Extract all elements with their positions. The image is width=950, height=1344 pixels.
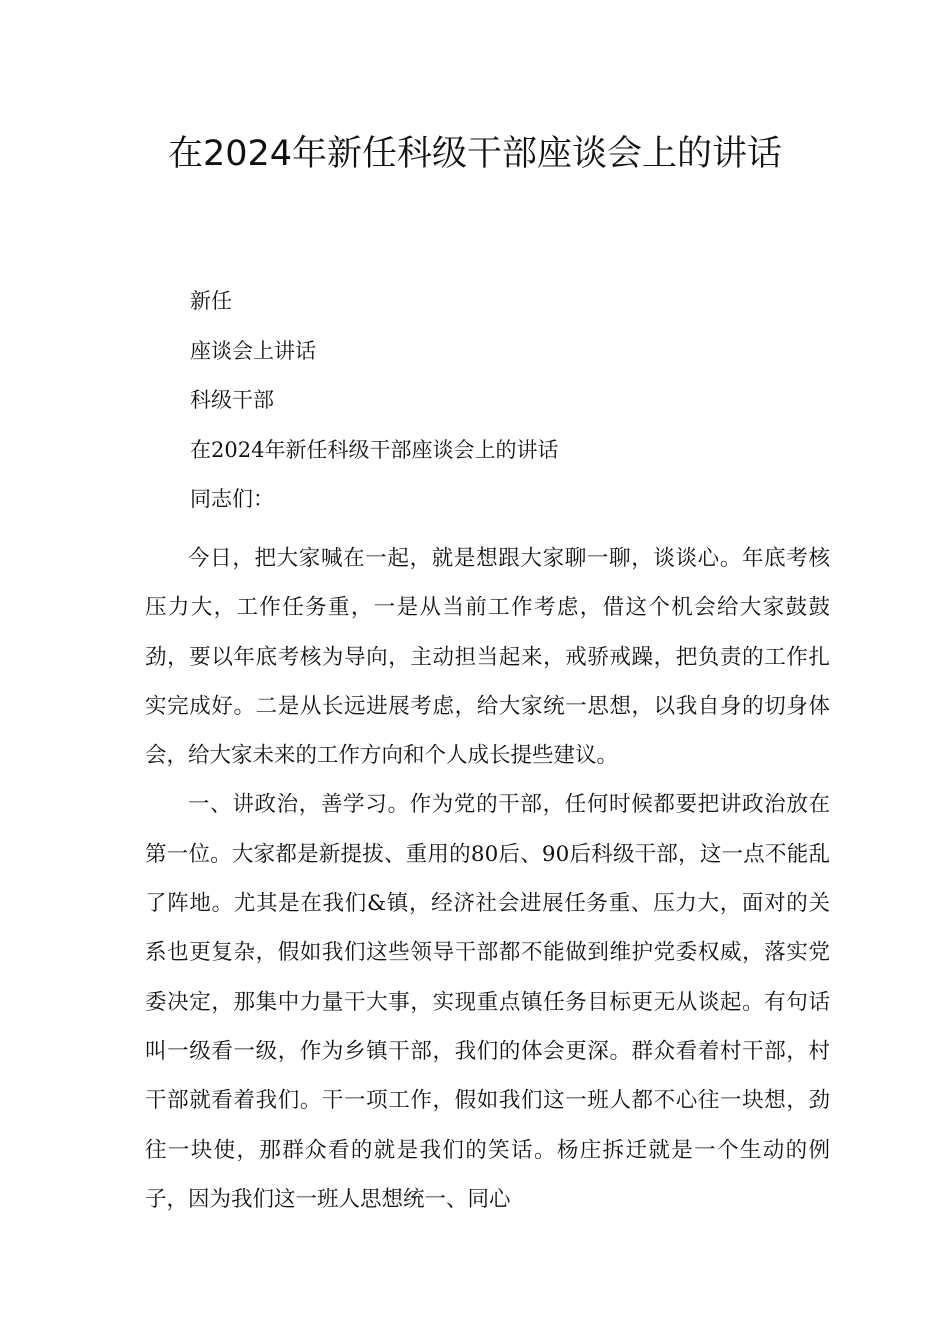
paragraph-2: 一、讲政治，善学习。作为党的干部，任何时候都要把讲政治放在第一位。大家都是新提拔、重用的80后、90后科级干部，这一点不能乱了阵地。尤其是在我们&镇，经济社会进展任务重、压力大，面对的关系也更复杂，假如我们这些领导干部都不能做到维护党委权威，落实党委决定，那集中力量干大事，实现重点镇任务目标更无从谈起。有句话叫一级看一级，作为乡镇干部，我们的体会更深。群众看着村干部，村干部就看着我们。干一项工作，假如我们这一班人都不心往一块想，劲往一块使，那群众看的就是我们的笑话。杨庄拆迁就是一个生动的例子，因为我们这一班人思想统一、同心 [145, 792, 830, 1212]
salutation: 同志们： [190, 487, 274, 511]
document-title: 在2024年新任科级干部座谈会上的讲话 [167, 134, 783, 174]
paragraph-1: 今日，把大家喊在一起，就是想跟大家聊一聊，谈谈心。年底考核压力大，工作任务重，一是从当前工作考虑，借这个机会给大家鼓鼓劲，要以年底考核为导向，主动担当起来，戒骄戒躁，把负责的工作扎实完成好。二是从长远进展考虑，给大家统一思想，以我自身的切身体会，给大家未来的工作方向和个人成长提些建议。 [145, 546, 830, 769]
keyword-3: 科级干部 [190, 388, 274, 412]
document-body [145, 534, 830, 1224]
document-subtitle: 在2024年新任科级干部座谈会上的讲话 [190, 438, 559, 462]
keyword-1: 新任 [190, 289, 232, 313]
keyword-2: 座谈会上讲话 [190, 339, 316, 363]
